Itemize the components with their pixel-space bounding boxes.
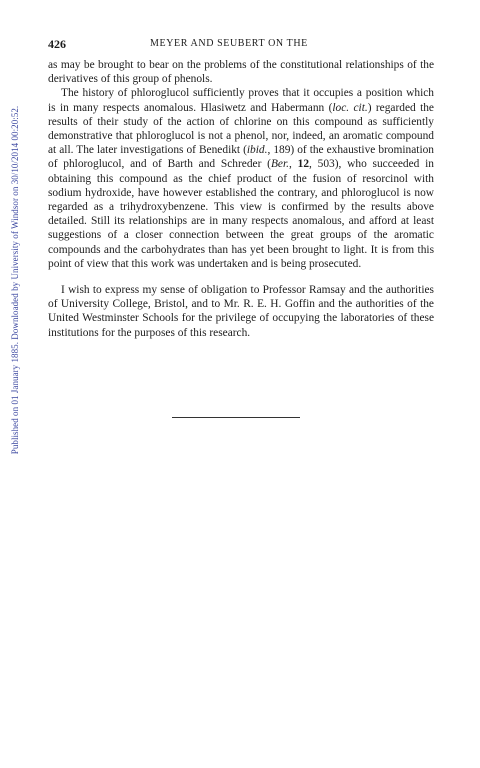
citation-italic: loc. cit. bbox=[332, 101, 368, 114]
publication-watermark bbox=[8, 60, 22, 500]
page-header bbox=[48, 37, 434, 51]
paragraph-text: ) regarded the results of their study of the action of chlorine on this compound as sufficiently demonstrative that phloroglucol is not a phenol, nor, indeed, an aromatic compound at all. The later investigations of Benedikt ( bbox=[48, 101, 434, 157]
body-text bbox=[48, 58, 434, 340]
running-head: MEYER AND SEUBERT ON THE bbox=[150, 38, 308, 49]
end-rule bbox=[172, 417, 300, 418]
page-number: 426 bbox=[48, 37, 66, 51]
paragraph-text: The history of phloroglucol sufficiently proves that it occupies a position which is in many respects anomalous. Hlasiwetz and Habermann ( bbox=[48, 87, 434, 114]
citation-italic: ibid. bbox=[246, 144, 268, 157]
paragraph-phloroglucol-history bbox=[48, 86, 434, 271]
paragraph-text: , 189) of the exhaustive bromination of phloroglucol, and of Barth and Schreder ( bbox=[48, 144, 434, 171]
citation-italic: Ber. bbox=[270, 158, 289, 171]
publication-watermark-text: Published on 01 January 1885. Downloaded by University of Windsor on 30/10/2014 00:20:52. bbox=[10, 105, 20, 455]
paragraph-continuation: as may be brought to bear on the problems of the constitutional relationships of the derivatives of this group of phenols. bbox=[48, 59, 434, 86]
paragraph-acknowledgements: I wish to express my sense of obligation to Professor Ramsay and the authorities of University College, Bristol, and to Mr. R. E. H. Goffin and the authorities of the United Westminster Schools for the privilege of occupying the laboratories of these institutions for the purposes of this research. bbox=[48, 284, 434, 339]
paragraph-text: , 503), who succeeded in obtaining this compound as the chief product of the fusion of resorcinol with sodium hydroxide, have however established the contrary, and phloroglucol is now regarded as a trihydroxybenzene. This view is confirmed by the results above detailed. Still its relationships are in many respects anomalous, and afford at least suggestions of a closer connection between the great groups of the aromatic compounds and the carbohydrates than has yet been brought to light. It is from this point of view that this work was undertaken and is being prosecuted. bbox=[48, 158, 434, 270]
paragraph-text: , bbox=[289, 158, 298, 171]
citation-volume: 12 bbox=[297, 158, 310, 171]
